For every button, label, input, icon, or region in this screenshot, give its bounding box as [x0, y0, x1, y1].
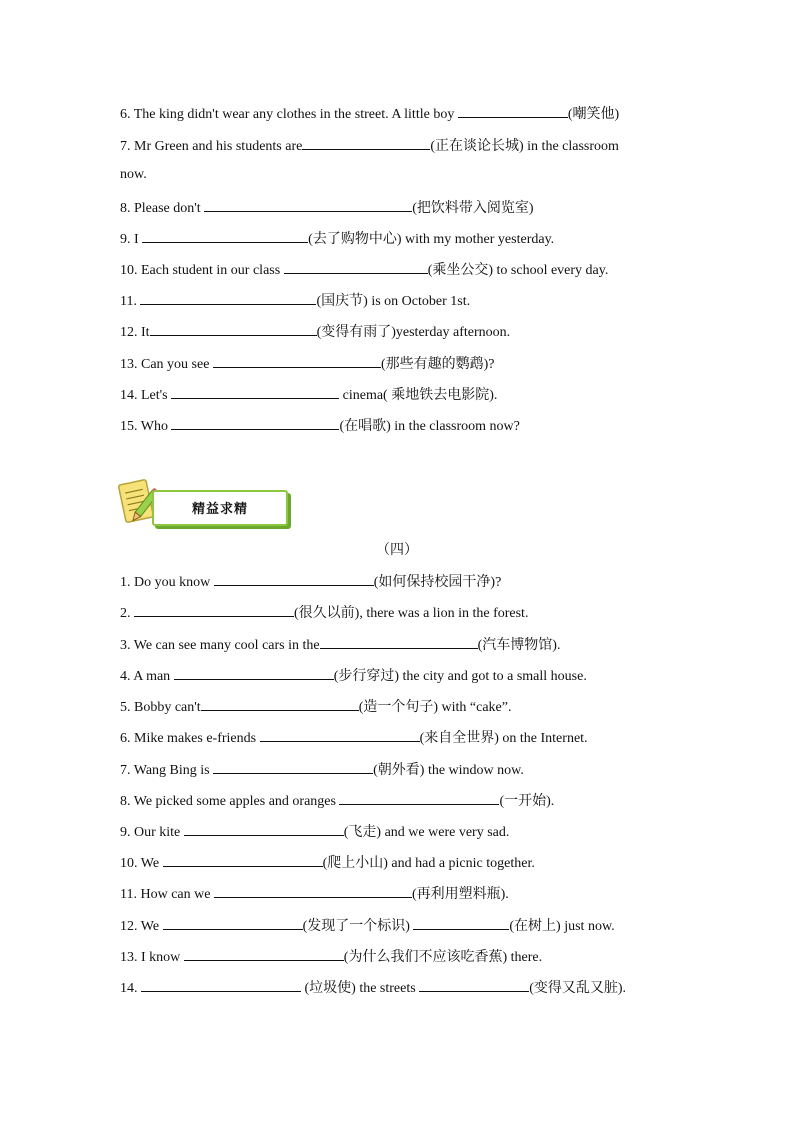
- answer-blank[interactable]: [214, 571, 374, 586]
- answer-blank[interactable]: [174, 665, 334, 680]
- section-heading: （四）: [376, 542, 418, 558]
- exercise-line-continuation: now.: [120, 167, 147, 182]
- answer-blank[interactable]: [184, 946, 344, 961]
- badge-label-box: [152, 490, 288, 526]
- badge-label: 精益求精: [191, 502, 248, 517]
- answer-blank[interactable]: [142, 228, 308, 243]
- answer-blank[interactable]: [339, 790, 499, 805]
- exercise-line: 13. I know (为什么我们不应该吃香蕉) there.: [120, 946, 542, 967]
- exercise-line: 13. Can you see (那些有趣的鹦鹉)?: [120, 353, 494, 374]
- answer-blank[interactable]: [140, 290, 316, 305]
- exercise-line: 6. Mike makes e-friends (来自全世界) on the Internet.: [120, 727, 588, 748]
- answer-blank[interactable]: [184, 821, 344, 836]
- exercise-line: 3. We can see many cool cars in the (汽车博物馆).: [120, 634, 560, 655]
- exercise-line: 1. Do you know (如何保持校园干净)?: [120, 571, 501, 592]
- exercise-line: 10. We (爬上小山) and had a picnic together.: [120, 852, 535, 873]
- section-badge: [116, 476, 288, 528]
- exercise-line: 10. Each student in our class (乘坐公交) to school every day.: [120, 259, 608, 280]
- exercise-line: 11. (国庆节) is on October 1st.: [120, 290, 470, 311]
- answer-blank[interactable]: [302, 135, 430, 150]
- answer-blank[interactable]: [213, 759, 373, 774]
- answer-blank[interactable]: [260, 727, 420, 742]
- answer-blank[interactable]: [214, 883, 412, 898]
- exercise-line: 6. The king didn't wear any clothes in the street. A little boy (嘲笑他): [120, 103, 619, 124]
- exercise-line: 11. How can we (再利用塑料瓶).: [120, 883, 509, 904]
- answer-blank[interactable]: [201, 696, 359, 711]
- exercise-line: 14. (垃圾使) the streets (变得又乱又脏).: [120, 977, 626, 998]
- exercise-line: 8. Please don't (把饮料带入阅览室): [120, 197, 534, 218]
- answer-blank[interactable]: [134, 602, 294, 617]
- answer-blank[interactable]: [413, 915, 509, 930]
- answer-blank[interactable]: [320, 634, 478, 649]
- exercise-line: 7. Mr Green and his students are (正在谈论长城) in the classroom: [120, 135, 619, 156]
- exercise-line: 8. We picked some apples and oranges (一开始).: [120, 790, 554, 811]
- exercise-line: 7. Wang Bing is (朝外看) the window now.: [120, 759, 524, 780]
- exercise-line: 12. It (变得有雨了)yesterday afternoon.: [120, 321, 510, 342]
- exercise-line: 9. I (去了购物中心) with my mother yesterday.: [120, 228, 554, 249]
- answer-blank[interactable]: [284, 259, 428, 274]
- exercise-line: 9. Our kite (飞走) and we were very sad.: [120, 821, 509, 842]
- answer-blank[interactable]: [458, 103, 568, 118]
- exercise-line: 12. We (发现了一个标识) (在树上) just now.: [120, 915, 615, 936]
- answer-blank[interactable]: [204, 197, 412, 212]
- answer-blank[interactable]: [163, 852, 323, 867]
- exercise-line: 2. (很久以前), there was a lion in the forest.: [120, 602, 528, 623]
- exercise-line: 4. A man (步行穿过) the city and got to a small house.: [120, 665, 587, 686]
- answer-blank[interactable]: [213, 353, 381, 368]
- answer-blank[interactable]: [171, 384, 339, 399]
- answer-blank[interactable]: [419, 977, 529, 992]
- exercise-line: 14. Let's cinema( 乘地铁去电影院).: [120, 384, 497, 405]
- exercise-line: 5. Bobby can't (造一个句子) with “cake”.: [120, 696, 511, 717]
- answer-blank[interactable]: [150, 321, 317, 336]
- answer-blank[interactable]: [163, 915, 303, 930]
- answer-blank[interactable]: [171, 415, 339, 430]
- exercise-line: 15. Who (在唱歌) in the classroom now?: [120, 415, 520, 436]
- answer-blank[interactable]: [141, 977, 301, 992]
